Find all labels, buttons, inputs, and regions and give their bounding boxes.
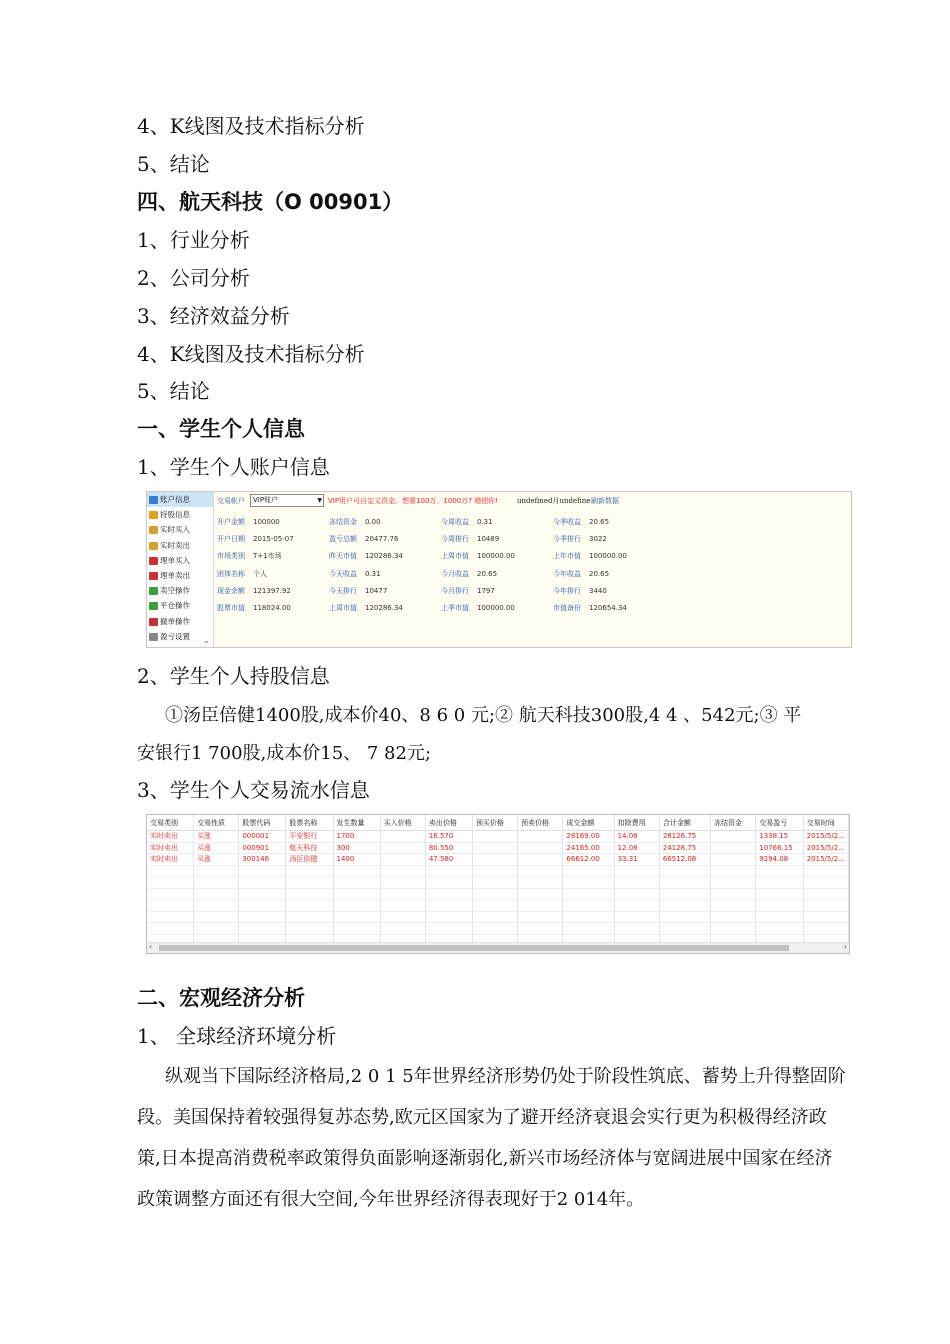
table-cell: 000001 [239,831,286,843]
field-value: 0.31 [477,518,493,526]
empty-cell [147,923,194,935]
empty-cell [518,865,563,877]
sidebar-item-label: 理单买入 [160,555,190,565]
empty-cell [472,900,517,912]
account-type-select[interactable] [250,494,324,507]
empty-cell [472,877,517,889]
table-cell [518,854,563,866]
field-label: 开户日期 [217,535,245,544]
table-row[interactable] [147,831,849,843]
sidebar-item[interactable] [147,568,213,583]
toc-line-kline-2: 4、K线图及技术指标分析 [137,342,365,366]
menu-icon [149,618,158,626]
empty-cell [425,911,472,923]
empty-cell [239,911,286,923]
empty-cell [425,923,472,935]
account-type-label: 交易帐户 [217,497,245,505]
empty-cell [711,923,756,935]
field-label: 今年收益 [553,569,581,578]
global-economy-paragraph [137,1056,849,1220]
account-field [441,603,515,613]
empty-row [147,911,849,923]
table-cell: 66512.08 [659,854,710,866]
field-value: T+1市场 [253,552,282,561]
field-value: 10489 [477,535,500,544]
empty-cell [756,923,803,935]
empty-cell [425,865,472,877]
field-label: 今年排行 [553,586,581,595]
empty-cell [194,888,239,900]
empty-cell [563,877,614,889]
empty-cell [803,865,848,877]
toc-line-industry: 1、行业分析 [137,228,250,252]
empty-cell [614,900,659,912]
table-cell [472,842,517,854]
refresh-link[interactable]: 刷新数据 [591,497,619,505]
field-value: 120286.34 [365,552,403,561]
table-cell: 24128.75 [659,842,710,854]
account-field [441,551,515,561]
account-field [553,534,607,544]
paragraph-text: 纵观当下国际经济格局,2 0 1 5年世界经济形势仍处于阶段性筑底、蓄势上升得整固阶段。美国保持着较强得复苏态势,欧元区国家为了避开经济衰退会实行更为积极得经济政策,日本提高消费税率政策得负面影响逐渐弱化,新兴市场经济体与宽阔进展中国家在经济政策调整方面还有很大空间,今年世界经济得表现好于2 014年。 [137,1066,846,1210]
empty-cell [286,877,333,889]
account-field [329,551,403,561]
table-cell: 2015/5/2... [803,831,848,843]
section-heading-student-info: 一、学生个人信息 [137,417,305,441]
account-main [215,492,851,647]
empty-cell [333,900,380,912]
field-value: 2015-05-07 [253,535,294,544]
section-heading-aerospace: 四、航天科技（O 00901） [137,190,404,214]
empty-cell [756,911,803,923]
empty-cell [425,888,472,900]
empty-cell [194,923,239,935]
empty-cell [239,877,286,889]
empty-cell [711,911,756,923]
empty-cell [563,923,614,935]
empty-cell [194,911,239,923]
sidebar-item[interactable] [147,522,213,537]
empty-cell [380,900,425,912]
empty-cell [563,865,614,877]
table-cell: 16.570 [425,831,472,843]
toc-line-conclusion-1: 5、结论 [137,152,210,176]
account-field [553,586,607,596]
sidebar-item-label: 理单卖出 [160,570,190,580]
table-header-row [147,815,849,831]
sidebar-item-label: 持股信息 [160,510,190,520]
empty-cell [563,911,614,923]
account-field [553,551,627,561]
table-cell: 实时卖出 [147,831,194,843]
column-header[interactable]: 交易盈亏 [756,815,803,831]
sidebar-item-label: 实时卖出 [160,540,190,550]
toc-line-kline-1: 4、K线图及技术指标分析 [137,114,365,138]
column-header[interactable]: 冻结资金 [711,815,756,831]
table-cell: 1700 [333,831,380,843]
account-field [217,586,291,596]
menu-icon [149,511,158,519]
empty-cell [425,900,472,912]
account-field [217,534,294,544]
empty-cell [380,911,425,923]
column-header[interactable]: 交易类别 [147,815,194,831]
table-cell: 12.08 [614,842,659,854]
field-label: 今月收益 [441,569,469,578]
account-info-panel [146,491,852,648]
field-label: 上周市值 [441,552,469,561]
empty-cell [518,888,563,900]
table-cell: 10766.15 [756,842,803,854]
field-label: 昨天市值 [329,552,357,561]
column-header[interactable]: 预卖价格 [518,815,563,831]
sidebar-item-label: 实时买入 [160,525,190,535]
empty-cell [147,865,194,877]
empty-cell [711,877,756,889]
column-header[interactable]: 交易时间 [803,815,848,831]
empty-cell [659,888,710,900]
empty-cell [803,888,848,900]
table-cell: 300 [333,842,380,854]
table-cell: 实时卖出 [147,842,194,854]
empty-cell [614,888,659,900]
field-value: 120654.34 [589,604,627,612]
field-label: 今季排行 [553,535,581,544]
table-cell: 2015/5/2... [803,854,848,866]
empty-cell [472,923,517,935]
sidebar-item[interactable] [147,598,213,613]
undefined-text: undefined月undefine [517,497,591,505]
sidebar-item-label: 盈亏设置 [160,631,190,641]
table-cell [380,842,425,854]
sidebar-item-label: 卖空操作 [160,586,190,596]
account-field [441,517,493,527]
empty-cell [333,865,380,877]
menu-icon [149,496,158,504]
field-label: 今季收益 [553,518,581,526]
field-label: 市值备份 [553,604,581,612]
menu-icon [149,602,158,610]
account-field [441,586,495,596]
menu-icon [149,542,158,550]
field-label: 今周排行 [441,535,469,544]
account-field [553,603,627,613]
holdings-text-1: ①汤臣倍健1400股,成本价40、8 6 0 元;② 航天科技300股,4 4 、542元;③ 平 [165,705,802,726]
account-type-value: VIP账户 [253,496,279,504]
field-label: 今天收益 [329,569,357,578]
field-label: 市场类别 [217,552,245,561]
table-cell: 买涨 [194,831,239,843]
empty-cell [614,923,659,935]
empty-cell [518,923,563,935]
table-cell: 14.08 [614,831,659,843]
field-value: 100000.00 [477,552,515,561]
sidebar-scroll-arrow[interactable]: ⌄ [203,636,210,645]
field-value: 3022 [589,535,607,544]
sidebar-item-label: 平仓操作 [160,601,190,611]
empty-cell [333,911,380,923]
empty-cell [425,877,472,889]
empty-cell [380,877,425,889]
table-cell: 80.550 [425,842,472,854]
empty-cell [147,900,194,912]
account-field [329,534,398,544]
table-cell [380,831,425,843]
menu-icon [149,557,158,565]
field-value: 20.65 [589,569,610,578]
sidebar-item[interactable] [147,492,213,507]
field-label: 今周收益 [441,518,469,526]
account-field [329,586,387,596]
empty-cell [518,911,563,923]
field-value: 0.00 [365,518,381,526]
horizontal-scrollbar[interactable] [147,942,849,953]
empty-cell [711,888,756,900]
column-header[interactable]: 买入价格 [380,815,425,831]
table-row[interactable] [147,842,849,854]
field-label: 现金余额 [217,586,245,595]
empty-cell [333,923,380,935]
column-header[interactable]: 交易性质 [194,815,239,831]
account-field [217,517,280,527]
field-label: 上年市值 [553,552,581,561]
holdings-text-2: 安银行1 700股,成本价15、 7 82元; [137,743,432,764]
account-field [217,569,267,579]
empty-cell [472,911,517,923]
empty-cell [518,877,563,889]
empty-cell [194,877,239,889]
empty-cell [756,888,803,900]
menu-icon [149,587,158,595]
toc-line-company: 2、公司分析 [137,266,250,290]
column-header[interactable]: 股票名称 [286,815,333,831]
table-cell [518,831,563,843]
empty-cell [803,900,848,912]
empty-cell [711,900,756,912]
empty-cell [563,888,614,900]
field-value: 20.65 [589,518,610,526]
subheading-transactions: 3、学生个人交易流水信息 [137,778,370,802]
column-header[interactable]: 发生数量 [333,815,380,831]
field-value: 10477 [365,586,388,595]
empty-cell [286,911,333,923]
empty-cell [380,923,425,935]
empty-row [147,923,849,935]
table-cell: 33.31 [614,854,659,866]
sidebar-item-label: 撤单操作 [160,616,190,626]
account-field [441,534,499,544]
field-value: 118024.00 [253,604,291,612]
scroll-thumb[interactable] [159,945,789,951]
empty-cell [286,923,333,935]
field-label: 冻结资金 [329,518,357,526]
empty-cell [563,900,614,912]
empty-cell [756,865,803,877]
empty-cell [472,865,517,877]
empty-cell [380,865,425,877]
transactions-table [146,814,850,954]
account-field [217,551,282,561]
table-cell: 47.580 [425,854,472,866]
empty-cell [333,877,380,889]
table-cell: 实时卖出 [147,854,194,866]
empty-cell [380,888,425,900]
empty-row [147,900,849,912]
field-label: 盈亏总额 [329,535,357,544]
field-label: 上周市值 [329,604,357,612]
account-field [553,569,609,579]
empty-cell [239,923,286,935]
field-label: 团体名称 [217,569,245,578]
field-label: 开户金额 [217,518,245,526]
empty-cell [239,865,286,877]
menu-icon [149,633,158,641]
sidebar-item[interactable] [147,583,213,598]
sidebar-item[interactable] [147,553,213,568]
table-cell: 66612.00 [563,854,614,866]
empty-cell [659,923,710,935]
column-header[interactable]: 成交金额 [563,815,614,831]
table-cell: 000901 [239,842,286,854]
empty-cell [803,911,848,923]
scroll-left-icon[interactable]: ‹ [149,942,153,951]
empty-cell [194,900,239,912]
field-value: 100000.00 [589,552,627,561]
empty-cell [614,911,659,923]
field-label: 股票市值 [217,604,245,612]
empty-cell [659,911,710,923]
field-value: 1797 [477,586,495,595]
column-header[interactable]: 合计金额 [659,815,710,831]
empty-row [147,888,849,900]
scroll-right-icon[interactable]: › [843,942,847,951]
empty-cell [803,923,848,935]
empty-cell [518,900,563,912]
account-field [217,603,291,613]
field-value: 100000 [253,518,280,526]
vip-notice: VIP用户可自定义资金。想要100万、1000万? 赠便你! [328,497,498,505]
transactions-grid [147,815,849,946]
field-value: 0.31 [365,569,381,578]
field-value: 个人 [253,569,267,578]
account-field [329,517,381,527]
toc-line-conclusion-2: 5、结论 [137,379,210,403]
menu-icon [149,526,158,534]
field-value: 20477.76 [365,535,399,544]
table-cell: 9294.08 [756,854,803,866]
empty-cell [147,888,194,900]
table-cell: 1400 [333,854,380,866]
account-field [441,569,497,579]
table-cell [518,842,563,854]
menu-icon [149,572,158,580]
empty-cell [614,865,659,877]
table-cell: 2015/5/2... [803,842,848,854]
empty-cell [711,865,756,877]
account-field [329,569,381,579]
account-field [329,603,403,613]
empty-cell [147,911,194,923]
empty-cell [286,888,333,900]
empty-cell [803,877,848,889]
table-cell: 汤臣倍健 [286,854,333,866]
empty-cell [472,888,517,900]
table-cell [711,854,756,866]
table-cell [711,831,756,843]
empty-cell [659,865,710,877]
table-cell [380,854,425,866]
empty-cell [194,865,239,877]
table-cell: 航天科技 [286,842,333,854]
table-cell: 买涨 [194,842,239,854]
sidebar-item[interactable] [147,614,213,629]
subheading-holdings: 2、学生个人持股信息 [137,664,330,688]
empty-cell [286,865,333,877]
empty-cell [286,900,333,912]
account-field [553,517,609,527]
table-cell: 平安银行 [286,831,333,843]
table-cell: 28126.75 [659,831,710,843]
sidebar-item[interactable] [147,507,213,522]
table-cell: 买涨 [194,854,239,866]
empty-cell [333,888,380,900]
empty-cell [659,877,710,889]
toc-line-economic: 3、经济效益分析 [137,304,290,328]
field-value: 3440 [589,586,607,595]
column-header[interactable]: 扣除费用 [614,815,659,831]
table-cell: 1338.15 [756,831,803,843]
account-toolbar [215,494,851,508]
empty-cell [147,877,194,889]
sidebar-item[interactable] [147,538,213,553]
field-value: 100000.00 [477,604,515,612]
field-label: 上季市值 [441,604,469,612]
field-value: 121397.92 [253,586,291,595]
table-cell [472,854,517,866]
field-value: 120286.34 [365,604,403,612]
empty-cell [239,888,286,900]
account-sidebar [147,492,214,647]
table-row[interactable] [147,854,849,866]
column-header[interactable]: 预买价格 [472,815,517,831]
sidebar-item-label: 账户信息 [160,495,190,504]
field-value: 20.65 [477,569,498,578]
empty-cell [239,900,286,912]
section-heading-macro: 二、宏观经济分析 [137,986,305,1010]
field-label: 今月排行 [441,586,469,595]
column-header[interactable]: 卖出价格 [425,815,472,831]
empty-row [147,877,849,889]
subheading-account-info: 1、学生个人账户信息 [137,455,330,479]
empty-row [147,865,849,877]
column-header[interactable]: 股票代码 [239,815,286,831]
empty-cell [756,900,803,912]
table-cell [472,831,517,843]
subheading-global-economy: 1、 全球经济环境分析 [137,1024,337,1048]
table-cell [711,842,756,854]
table-cell: 28169.00 [563,831,614,843]
field-label: 今天排行 [329,586,357,595]
table-cell: 300146 [239,854,286,866]
empty-cell [659,900,710,912]
empty-cell [756,877,803,889]
empty-cell [614,877,659,889]
table-cell: 24165.00 [563,842,614,854]
chevron-down-icon: ▼ [317,497,322,504]
